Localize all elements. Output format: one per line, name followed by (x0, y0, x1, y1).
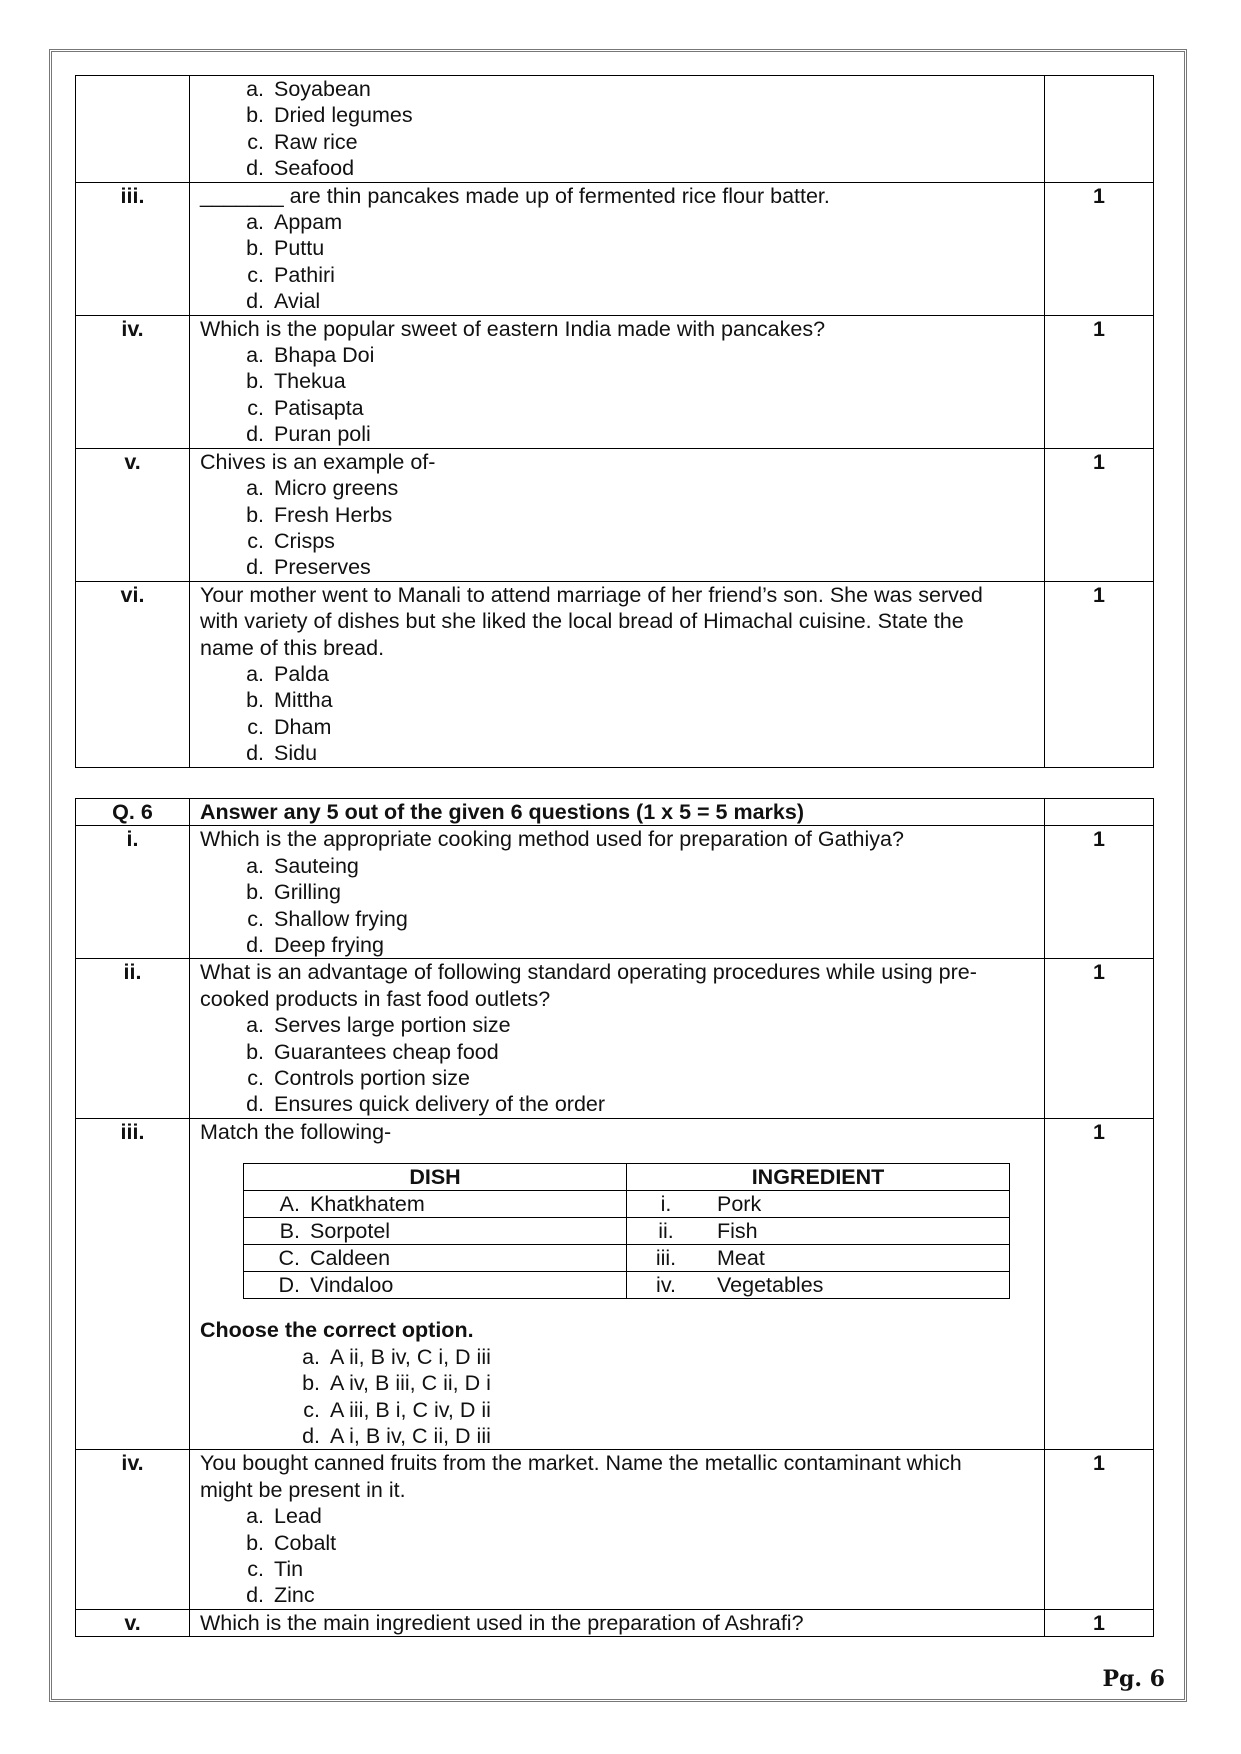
marks-cell: 1 (1045, 448, 1154, 581)
marks-cell (1045, 76, 1154, 183)
option: b. Puttu (246, 236, 325, 261)
question-row-iii (76, 1118, 1154, 1449)
question-body (190, 826, 1045, 959)
option: d. A i, B iv, C ii, D iii (302, 1423, 491, 1448)
question-text: Which is the popular sweet of eastern India made with pancakes? (200, 316, 826, 341)
question-text: Which is the appropriate cooking method used for preparation of Gathiya? (200, 827, 904, 852)
question-text: Which is the main ingredient used in the preparation of Ashrafi? (190, 1609, 1045, 1636)
question-text-line: What is an advantage of following standard operating procedures while using pre- (200, 960, 977, 985)
match-row (244, 1191, 1010, 1218)
question-body (190, 1450, 1045, 1609)
option: a. A ii, B iv, C i, D iii (302, 1344, 491, 1369)
option: c. Controls portion size (247, 1066, 470, 1091)
question-row-vi (76, 581, 1154, 767)
marks-cell: 1 (1045, 826, 1154, 959)
question-text-line: cooked products in fast food outlets? (200, 986, 551, 1011)
question-body (190, 315, 1045, 448)
option: d. Ensures quick delivery of the order (246, 1092, 606, 1117)
option: a. Soyabean (246, 77, 371, 101)
option: b. Grilling (246, 880, 341, 905)
question-text-line: You bought canned fruits from the market. Name the metallic contaminant which (200, 1451, 962, 1476)
option: b. Cobalt (246, 1530, 337, 1555)
match-table (243, 1163, 1010, 1299)
question-number: iv. (76, 315, 190, 448)
question-text-line: with variety of dishes but she liked the local bread of Himachal cuisine. State the (200, 609, 964, 634)
section-header-row (76, 799, 1154, 826)
question-number: iii. (76, 182, 190, 315)
option: a. Palda (246, 661, 329, 686)
option: b. Mittha (246, 688, 333, 713)
option: b. Dried legumes (246, 103, 413, 128)
match-row (244, 1218, 1010, 1245)
question-text: _______ are thin pancakes made up of fermented rice flour batter. (200, 183, 830, 208)
marks-cell: 1 (1045, 1609, 1154, 1636)
option: a. Serves large portion size (246, 1013, 511, 1038)
question-row-ii (76, 959, 1154, 1118)
ingredient-cell: ii. Fish (627, 1218, 1010, 1245)
choose-instruction: Choose the correct option. (200, 1318, 474, 1343)
option: a. Micro greens (246, 476, 399, 501)
option: d. Seafood (246, 156, 355, 181)
question-text-line: name of this bread. (200, 635, 385, 660)
question-text: Match the following- (200, 1119, 392, 1144)
match-header-row (244, 1164, 1010, 1191)
question-text-line: Your mother went to Manali to attend marriage of her friend’s son. She was served (200, 582, 983, 607)
question-row-iii (76, 182, 1154, 315)
question-body (190, 1118, 1045, 1449)
option: c. Crisps (247, 528, 335, 553)
marks-cell (1045, 799, 1154, 826)
question-number: v. (76, 448, 190, 581)
question-row-ii-continued (76, 76, 1154, 183)
question-table-q5 (75, 75, 1154, 768)
option: a. Appam (246, 210, 343, 235)
match-row (244, 1245, 1010, 1272)
option: a. Bhapa Doi (246, 343, 375, 368)
option: d. Avial (246, 289, 321, 314)
question-row-i (76, 826, 1154, 959)
question-body (190, 182, 1045, 315)
question-body (190, 581, 1045, 767)
marks-cell: 1 (1045, 959, 1154, 1118)
option: b. Thekua (246, 369, 346, 394)
question-body (190, 76, 1045, 183)
question-row-iv (76, 1450, 1154, 1609)
ingredient-cell: iii. Meat (627, 1245, 1010, 1272)
question-text: Chives is an example of- (200, 449, 436, 474)
question-body (190, 448, 1045, 581)
option: d. Deep frying (246, 933, 384, 958)
question-number: ii. (76, 959, 190, 1118)
option: b. A iv, B iii, C ii, D i (302, 1371, 491, 1396)
option: d. Sidu (246, 741, 318, 766)
option: b. Fresh Herbs (246, 502, 393, 527)
option: a. Sauteing (246, 853, 359, 878)
option: d. Puran poli (246, 422, 371, 447)
question-table-q6 (75, 798, 1154, 1637)
match-header-ingredient: INGREDIENT (627, 1164, 1010, 1191)
dish-cell: B. Sorpotel (244, 1218, 627, 1245)
ingredient-cell: iv. Vegetables (627, 1272, 1010, 1299)
dish-cell: D. Vindaloo (244, 1272, 627, 1299)
option: c. Pathiri (247, 262, 335, 287)
marks-cell: 1 (1045, 1118, 1154, 1449)
option: d. Zinc (246, 1583, 315, 1608)
option: c. A iii, B i, C iv, D ii (303, 1397, 491, 1422)
question-row-v (76, 448, 1154, 581)
dish-cell: C. Caldeen (244, 1245, 627, 1272)
question-number: v. (76, 1609, 190, 1636)
option: c. Tin (247, 1556, 304, 1581)
option: d. Preserves (246, 555, 371, 580)
question-number: iv. (76, 1450, 190, 1609)
marks-cell: 1 (1045, 315, 1154, 448)
option: c. Patisapta (247, 395, 364, 420)
option: c. Raw rice (247, 129, 358, 154)
option: b. Guarantees cheap food (246, 1039, 499, 1064)
section-number: Q. 6 (76, 799, 190, 826)
dish-cell: A. Khatkhatem (244, 1191, 627, 1218)
question-number: vi. (76, 581, 190, 767)
marks-cell: 1 (1045, 581, 1154, 767)
marks-cell: 1 (1045, 182, 1154, 315)
match-row (244, 1272, 1010, 1299)
question-row-iv (76, 315, 1154, 448)
match-header-dish: DISH (244, 1164, 627, 1191)
question-text-line: might be present in it. (200, 1477, 406, 1502)
question-number (76, 76, 190, 183)
ingredient-cell: i. Pork (627, 1191, 1010, 1218)
option: c. Dham (247, 714, 332, 739)
question-number: i. (76, 826, 190, 959)
page-number: Pg. 6 (1102, 1666, 1165, 1692)
option: a. Lead (246, 1504, 322, 1529)
marks-cell: 1 (1045, 1450, 1154, 1609)
section-heading: Answer any 5 out of the given 6 questions (1 x 5 = 5 marks) (190, 799, 1045, 826)
question-row-v (76, 1609, 1154, 1636)
question-body (190, 959, 1045, 1118)
option: c. Shallow frying (247, 906, 408, 931)
question-number: iii. (76, 1118, 190, 1449)
